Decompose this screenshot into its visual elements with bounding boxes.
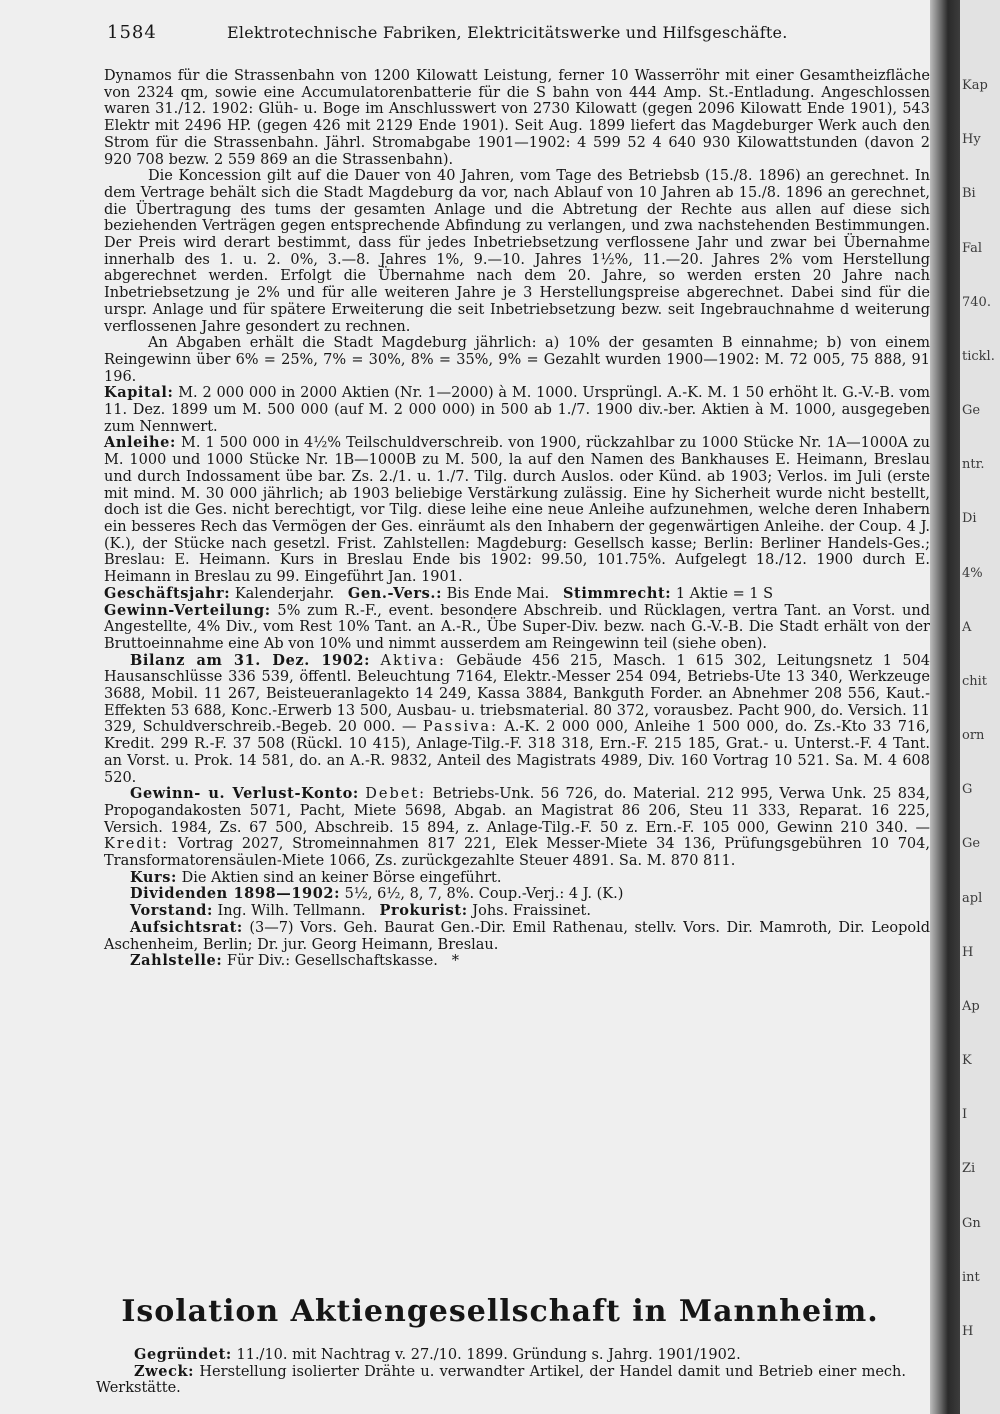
label-anleihe: Anleihe: [104,434,176,452]
label-aktiva: Aktiva: [380,652,446,669]
label-zweck: Zweck: [134,1362,195,1380]
label-geschaeftsjahr: Geschäftsjahr: [104,584,231,602]
label-gen-vers: Gen.-Vers.: [347,584,443,602]
text-aufsichtsrat: (3—7) Vors. Geh. Baurat Gen.-Dir. Emil Rathenau, stellv. Vors. Dir. Mamroth, Dir. Leopold Aschenheim, Berlin; Dr. jur. Georg Heimann, Breslau. [104,919,930,953]
section-zahlstelle [104,953,930,970]
text-gen-vers: Bis Ende Mai. [446,585,550,602]
intro-paragraph-concession: Die Koncession gilt auf die Dauer von 40 Jahren, vom Tage des Betriebsb (15./8. 1896) an gerechnet. In dem Vertrage behält sich die Stadt Magdeburg da vor, nach Ablauf von 10 Jahren ab 15./8. 1896 an gerechnet, die Übertragung des tums der gesamten Anlage und die Abtretung der Rechte aus allen auf diese sich beziehenden Verträgen gegen entsprechende Abfindung zu verlangen, und zwa nachstehenden Bestimmungen. Der Preis wird derart bestimmt, dass für jedes Inbetriebsetzung verflossene Jahr und zwar bei Übernahme innerhalb des 1. u. 2. 0%, 3.—8. Jahres 1%, 9.—10. Jahres 1½%, 11.—20. Jahres 2% vom Herstellung abgerechnet werden. Erfolgt die Übernahme nach dem 20. Jahre, so werden ersten 20 Jahre nach Inbetriebsetzung je 2% und für alle weiteren Jahre je 3 Herstellungspreise abgerechnet. Dabei sind für die urspr. Anlage und für spätere Erweiterung die seit Inbetriebsetzung bezw. seit Ingebrauchnahme d weiterung verflossenen Jahre gesondert zu rechnen. [104,168,930,335]
label-passiva: Passiva: [422,719,498,736]
text-aktiva: Gebäude 456 215, Masch. 1 615 302, Leitungsnetz 1 504 Hausanschlüsse 336 539, öffentl. Beleuchtung 7164, Elektr.-Messer 254 094, Betriebs-Ute 13 340, Werkzeuge 3688, Mobil. 11 267, Beisteueranlagekto 14 249, Kassa 3884, Bankguth Forder. an Abnehmer 208 556, Kaut.-Effekten 53 688, Konc.-Erwerb 13 500, Ausbau- u. triebsmaterial. 80 372, vorausbez. Pacht 900, do. Versich. 11 329, Schuldverschreib.-Begeb. 20 000. — [104,652,931,736]
section-anleihe [104,435,930,585]
facing-page-fragment: Zi [962,1161,976,1177]
facing-page-fragment: int [962,1269,980,1285]
label-kurs: Kurs: [130,868,177,886]
label-kapital: Kapital: [104,384,174,402]
section-zweck [96,1364,906,1397]
label-gegruendet: Gegründet: [134,1346,232,1363]
facing-page-fragment: 740. [962,294,991,310]
facing-page-fragment: G [962,782,973,798]
intro-paragraph-1: Dynamos für die Strassenbahn von 1200 Kilowatt Leistung, ferner 10 Wasserröhr mit einer Gesamtheizfläche von 2324 qm, sowie eine Accumulatorenbatterie für die S bahn von 444 Amp. St.-Entladung. Angeschlossen waren 31./12. 1902: Glüh- u. Boge im Anschlusswert von 2730 Kilowatt (gegen 2096 Kilowatt Ende 1901), 543 Elektr mit 2496 HP. (gegen 426 mit 2129 Ende 1901). Seit Aug. 1899 liefert das Magdeburger Werk auch den Strom für die Strassenbahn. Jährl. Stromabgabe 1901—1902: 4 599 52 4 640 930 Kilowattstunden (davon 2 920 708 bezw. 2 559 869 an die Strassenbahn). [104,68,930,168]
facing-page-fragment: orn [962,728,985,743]
text-passiva: A.-K. 2 000 000, Anleihe 1 500 000, do. Zs.-Kto 33 716, Kredit. 299 R.-F. 37 508 (Rückl. 10 415), Anlage-Tilg.-F. 318 318, Ern.-F. 215 185, Grat.- u. Unterst.-F. 4 Tant. an Vorst. u. Prok. 14 581, do. an A.-R. 9832, Anteil des Magistrats 4989, Div. 160 Vortrag 10 521. Sa. M. 4 608 520. [104,719,930,786]
text-kapital: M. 2 000 000 in 2000 Aktien (Nr. 1—2000) à M. 1000. Ursprüngl. A.-K. M. 1 50 erhöht lt. G.-V.-B. vom 11. Dez. 1899 um M. 500 000 (auf M. 2 000 000) in 500 ab 1./7. 1900 div.-ber. Aktien à M. 1000, ausgegeben zum Nennwert. [104,385,930,435]
text-zweck: Herstellung isolierter Drähte u. verwandter Artikel, der Handel damit und Betrieb einer mech. Werkstätte. [96,1363,906,1396]
label-zahlstelle: Zahlstelle: [130,952,223,970]
label-bilanz: Bilanz am 31. Dez. 1902: [130,651,371,669]
facing-page-fragment: A [962,619,972,635]
label-dividenden: Dividenden 1898—1902: [130,885,341,903]
page-number: 1584 [107,22,157,43]
book-gutter [930,0,960,1414]
facing-page-fragment: apl [962,890,983,906]
label-gewinn-verlust: Gewinn- u. Verlust-Konto: [130,785,359,803]
label-vorstand: Vorstand: [130,902,213,920]
facing-page-fragment: 4% [962,565,983,581]
company-heading: Isolation Aktiengesellschaft in Mannheim. [121,1294,879,1329]
facing-page-fragment: Ap [962,998,980,1014]
section-kurs [104,870,930,887]
company-2-entry [96,1347,906,1397]
facing-page-fragment: Di [962,511,977,527]
section-kapital [104,385,930,435]
facing-page-edge [960,0,1000,1414]
section-aufsichtsrat [104,920,930,953]
facing-page-fragment: chit [962,673,988,689]
facing-page-fragment: Hy [962,132,981,148]
running-title: Elektrotechnische Fabriken, Elektricitätswerke und Hilfsgeschäfte. [227,23,788,42]
text-gewinn-verteilung: 5% zum R.-F., event. besondere Abschreib. und Rücklagen, vertra Tant. an Vorst. und Angestellte, 4% Div., vom Rest 10% Tant. an A.-R., Übe Super-Div. bezw. nach G.-V.-B. Die Stadt erhält von der Bruttoeinnahme eine Ab von 10% und nimmt ausserdem am Reingewinn teil (siehe oben). [104,602,931,652]
facing-page-fragment: tickl. [962,348,995,364]
text-gegruendet: 11./10. mit Nachtrag v. 27./10. 1899. Gründung s. Jahrg. 1901/1902. [236,1347,741,1363]
section-gewinn-verlust [104,786,930,870]
label-kredit: Kredit: [104,836,169,853]
section-gewinn-verteilung [104,603,930,653]
facing-page-fragment: Ge [962,403,981,418]
text-kredit: Vortrag 2027, Stromeinnahmen 817 221, Elek Messer-Miete 34 136, Prüfungsgebühren 10 704, Transformatorensäulen-Miete 1066, Zs. zurückgezahlte Steuer 4891. Sa. M. 870 811. [104,836,930,870]
label-debet: Debet: [365,786,427,803]
section-geschaeftsjahr [104,586,930,603]
intro-paragraph-abgaben: An Abgaben erhält die Stadt Magdeburg jährlich: a) 10% der gesamten B einnahme; b) von einem Reingewinn über 6% = 25%, 7% = 30%, 8% = 35%, 9% = Gezahlt wurden 1900—1902: M. 72 005, 75 888, 91 196. [104,335,930,385]
text-stimmrecht: 1 Aktie = 1 S [675,585,774,602]
section-dividenden [104,886,930,903]
page-header [107,22,837,44]
facing-page-fragment: Kap [962,78,988,93]
text-geschaeftsjahr: Kalenderjahr. [234,585,335,602]
facing-page-fragment: K [962,1053,972,1068]
text-vorstand: Ing. Wilh. Tellmann. [217,903,366,920]
label-aufsichtsrat: Aufsichtsrat: [130,918,243,936]
text-prokurist: Johs. Fraissinet. [472,903,591,920]
label-prokurist: Prokurist: [379,902,468,920]
facing-page-fragment: Fal [962,240,983,256]
label-stimmrecht: Stimmrecht: [562,584,672,602]
facing-page-fragment: H [962,1323,974,1339]
text-dividenden: 5½, 6½, 8, 7, 8%. Coup.-Verj.: 4 J. (K.) [344,886,624,903]
facing-page-fragment: Gn [962,1215,981,1231]
text-zahlstelle: Für Div.: Gesellschaftskasse. [226,953,438,970]
facing-page-fragment: Bi [962,186,976,202]
section-bilanz [104,653,930,787]
end-mark: * [451,953,459,970]
facing-page-fragment: H [962,944,974,960]
text-kurs: Die Aktien sind an keiner Börse eingeführt. [181,869,502,886]
facing-page-fragment: I [962,1107,968,1123]
text-debet: Betriebs-Unk. 56 726, do. Material. 212 995, Verwa Unk. 25 834, Propogandakosten 5071, Pacht, Miete 5698, Abgab. an Magistrat 86 206, Steu 11 333, Reparat. 16 225, Versich. 1984, Zs. 67 500, Abschreib. 15 894, z. Anlage-Tilg.-F. 50 z. Ern.-F. 105 000, Gewinn 210 340. — [104,786,930,836]
section-gegruendet [96,1347,906,1364]
main-column [104,68,930,970]
label-gewinn-verteilung: Gewinn-Verteilung: [104,601,271,619]
section-vorstand [104,903,930,920]
facing-page-fragment: ntr. [962,457,985,473]
facing-page-fragment: Ge [962,836,981,852]
text-anleihe: M. 1 500 000 in 4½% Teilschuldverschreib. von 1900, rückzahlbar zu 1000 Stücke Nr. 1A—1000A zu M. 1000 und 1000 Stücke Nr. 1B—1000B zu M. 500, la auf den Namen des Bankhauses E. Heimann, Breslau und durch Indossament übe bar. Zs. 2./1. u. 1./7. Tilg. durch Auslos. oder Künd. ab 1903; Verlos. im Juli (erste mit mind. M. 30 000 jährlich; ab 1903 beliebige Verstärkung zulässig. Eine hy Sicherheit wurde nicht bestellt, doch ist die Ges. nicht berechtigt, vor Tilg. diese leihe eine neue Anleihe aufzunehmen, welche deren Inhabern ein besseres Rech das Vermögen der Ges. einräumt als den Inhabern der gegenwärtigen Anleihe. der Coup. 4 J. (K.), der Stücke nach gesetzl. Frist. Zahlstellen: Magdeburg: Gesellsch kasse; Berlin: Berliner Handels-Ges.; Breslau: E. Heimann. Kurs in Breslau Ende bis 1902: 99.50, 101.75%. Aufgelegt 18./12. 1900 durch E. Heimann in Breslau zu 99. Eingeführt Jan. 1901. [104,435,931,586]
